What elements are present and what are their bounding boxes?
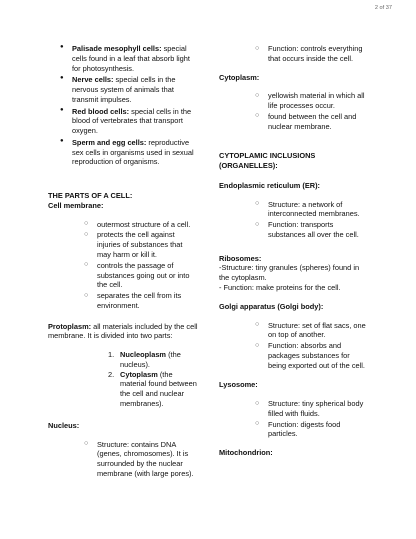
- list-item: ○ Structure: a network of interconnected membranes.: [255, 200, 369, 220]
- nucleus-continued-list: [219, 44, 369, 64]
- parts-heading: THE PARTS OF A CELL:: [48, 191, 133, 201]
- right-column: [219, 44, 369, 458]
- list-item: 1. Nucleoplasm (the nucleus).: [108, 350, 181, 369]
- cytoplasm-list: [219, 91, 369, 131]
- list-item: ○ Structure: tiny spherical body filled with fluids.: [255, 399, 369, 419]
- golgi-list: [219, 321, 369, 371]
- er-list: [219, 200, 369, 240]
- nucleus-list: [48, 440, 198, 479]
- mitochondrion-heading: Mitochondrion:: [219, 448, 273, 458]
- special-cells-list: [48, 44, 198, 167]
- list-item: ○ Function: transports substances all over the cell.: [255, 220, 369, 240]
- cell-membrane-list: [48, 220, 198, 311]
- lysosome-heading: Lysosome:: [219, 380, 258, 390]
- list-item: ● Red blood cells: special cells in the blood of vertebrates that transport oxygen.: [60, 107, 198, 136]
- list-item: 2. Cytoplasm (the material found between the cell and nuclear membranes).: [108, 369, 197, 408]
- lysosome-list: [219, 399, 369, 439]
- left-column: [48, 44, 198, 480]
- cytoplasm-heading: Cytoplasm:: [219, 72, 260, 82]
- list-item: ○ protects the cell against injuries of substances that may harm or kill it.: [84, 230, 198, 259]
- list-item: ○ Structure: contains DNA (genes, chromosomes). It is surrounded by the nuclear membrane (with large pores).: [84, 440, 198, 479]
- protoplasm-paragraph: Protoplasm: all materials included by the cell membrane. It is divided into two parts:: [48, 321, 198, 341]
- ribosomes-structure: -Structure: tiny granules (spheres) found in the cytoplasm.: [219, 263, 360, 283]
- list-item: ○ outermost structure of a cell.: [84, 220, 198, 230]
- list-item: ○ yellowish material in which all life processes occur.: [255, 91, 369, 111]
- list-item: ● Palisade mesophyll cells: special cells found in a leaf that absorb light for photosynthesis.: [60, 44, 198, 73]
- page-number: 2 of 37: [374, 5, 392, 11]
- nucleus-heading: Nucleus:: [48, 420, 80, 430]
- list-item: ● Sperm and egg cells: reproductive sex cells in organisms used in sexual reproduction of organisms.: [60, 138, 198, 167]
- list-item: ○ separates the cell from its environment.: [84, 291, 198, 311]
- list-item: ○ controls the passage of substances going out or into the cell.: [84, 261, 198, 290]
- list-item: ○ Function: absorbs and packages substances for being exported out of the cell.: [255, 341, 369, 370]
- protoplasm-parts-list: [48, 350, 198, 409]
- ribosomes-heading: Ribosomes:: [219, 253, 262, 263]
- cell-membrane-heading: Cell membrane:: [48, 200, 104, 210]
- ribosomes-function: - Function: make proteins for the cell.: [219, 283, 341, 293]
- list-item: ○ Structure: set of flat sacs, one on top of another.: [255, 321, 369, 341]
- list-item: ○ found between the cell and nuclear membrane.: [255, 112, 369, 132]
- list-item: ● Nerve cells: special cells in the nervous system of animals that transmit impulses.: [60, 75, 198, 104]
- golgi-heading: Golgi apparatus (Golgi body):: [219, 301, 324, 311]
- inclusions-heading: CYTOPLAMIC INCLUSIONS (ORGANELLES):: [219, 151, 316, 171]
- list-item: ○ Function: digests food particles.: [255, 420, 369, 440]
- list-item: ○ Function: controls everything that occurs inside the cell.: [255, 44, 369, 64]
- er-heading: Endoplasmic reticulum (ER):: [219, 180, 321, 190]
